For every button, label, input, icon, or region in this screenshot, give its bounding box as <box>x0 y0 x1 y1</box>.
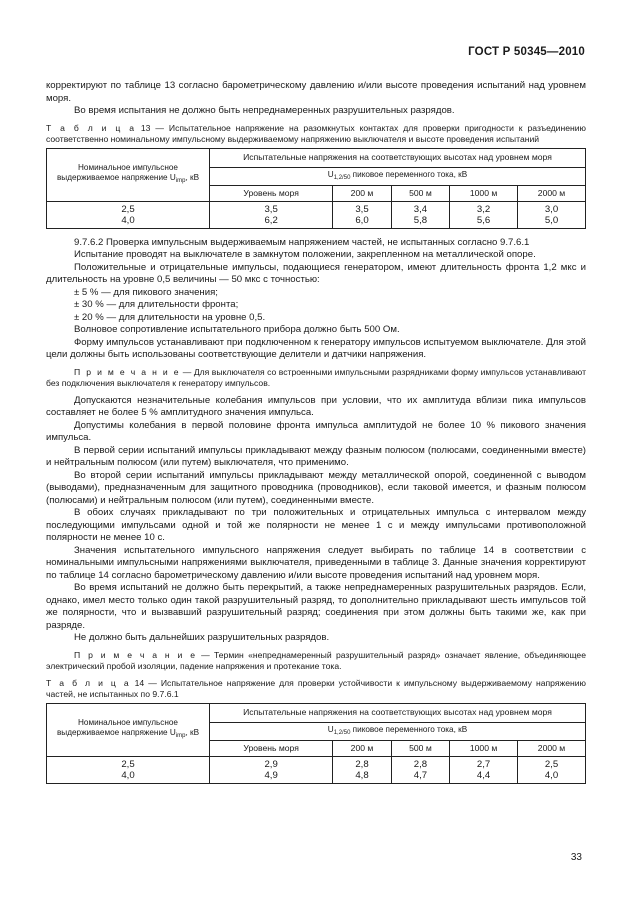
table-header-sub: $U_{1,2/50}$ пиковое переменного тока, кВ <box>210 722 586 741</box>
value-cell: 3,5 6,0 <box>333 201 391 228</box>
paragraph: Не должно быть дальнейших разрушительных разрядов. <box>74 632 330 643</box>
column-header: 2000 м <box>518 741 586 757</box>
table-14 <box>46 703 586 784</box>
value-cell: 3,0 5,0 <box>518 201 586 228</box>
table-13 <box>46 148 586 229</box>
table-header-main: Испытательные напряжения на соответствующих высотах над уровнем моря <box>210 703 586 722</box>
paragraph: корректируют по таблице 13 согласно барометрическому давлению и/или высоте проведения испытаний над уровнем моря. <box>46 80 586 104</box>
column-header: 1000 м <box>450 186 518 202</box>
table-header-main: Испытательные напряжения на соответствующих высотах над уровнем моря <box>210 148 586 167</box>
paragraph: Допускаются незначительные колебания импульсов при условии, что их амплитуда вблизи пика импульсов составляет не более 5 % амплитудного значения импульса. <box>46 394 586 418</box>
column-header: Уровень моря <box>210 741 333 757</box>
column-header: 500 м <box>391 186 449 202</box>
column-header: 500 м <box>391 741 449 757</box>
rating-cell: 2,5 4,0 <box>47 756 210 783</box>
column-header: 200 м <box>333 741 391 757</box>
paragraph: Форму импульсов устанавливают при подключенном к генератору импульсов испытуемом выключателе. Для этой цели должны быть использованы соответствующие делители и датчики напряжения. <box>46 336 586 360</box>
note-text: — Термин «непреднамеренный разрушительный разряд» означает явление, объединяющее электрический пробой изоляции, падение напряжения и протекание тока. <box>46 649 586 671</box>
value-cell: 3,5 6,2 <box>210 201 333 228</box>
paragraph: Во время испытания не должно быть непреднамеренных разрушительных разрядов. <box>74 105 455 116</box>
paragraph: Испытание проводят на выключателе в замкнутом положении, закрепленном на металлической опоре. <box>74 249 536 260</box>
note-label: П р и м е ч а н и е <box>74 649 197 660</box>
list-item: ± 20 % — для длительности на уровне 0,5. <box>74 311 266 323</box>
value-cell: 2,8 4,7 <box>391 756 449 783</box>
column-header: 200 м <box>333 186 391 202</box>
note-text: — Для выключателя со встроенными импульсными разрядниками форму импульсов устанавливают без подключения выключателя к генератору импульсов. <box>46 366 587 388</box>
column-header: Уровень моря <box>210 186 333 202</box>
value-cell: 2,7 4,4 <box>450 756 518 783</box>
table-rowhead: Номинальное импульсное выдерживаемое напряжение $U_{imp}$, кВ <box>47 703 210 756</box>
table-label: Т а б л и ц а <box>46 677 131 688</box>
value-cell: 3,4 5,8 <box>391 201 449 228</box>
table-header-sub: $U_{1,2/50}$ пиковое переменного тока, кВ <box>210 167 586 186</box>
paragraph: Во время испытаний не должно быть перекрытий, а также непреднамеренных разрушительных разрядов. Если, однако, имел место только один такой разрушительный разряд, то дополнительно прикладывают шесть импульсов той же полярности, что и вызвавший разрушительный разряд; соединения при этом должны быть такими же, как при разряде. <box>46 582 586 631</box>
list-item: ± 30 % — для длительности фронта; <box>74 299 239 310</box>
paragraph: Во второй серии испытаний импульсы прикладывают между металлической опорой, соединенной с выводом (выводами), предназначенным для защитного проводника (проводников), если таковой имеется, и фазным полюсом (полюсами) и нейтральным полюсом (или путем), соединенными вместе. <box>46 469 586 506</box>
page-number: 33 <box>570 852 582 863</box>
standard-header: ГОСТ Р 50345—2010 <box>468 46 585 58</box>
page-content <box>46 80 586 792</box>
paragraph: Значения испытательного импульсного напряжения следует выбирать по таблице 14 в соответствии с номинальными импульсными напряжениями выключателя, приведенными в таблице 3. Данные значения корректируют по таблице 14 согласно барометрическому давлению и/или высоте проведения испытаний над уровнем моря. <box>46 544 586 581</box>
paragraph: В первой серии испытаний импульсы прикладывают между фазным полюсом (полюсами, соединенными вместе) и нейтральным полюсом (или путем) выключателя, что применимо. <box>46 444 586 468</box>
note-label: П р и м е ч а н и е <box>74 366 181 377</box>
table-label: Т а б л и ц а <box>46 122 136 133</box>
paragraph: Допустимы колебания в первой половине фронта импульса амплитудой не более 10 % пикового значения импульса. <box>46 419 586 443</box>
table-caption-text: 14 — Испытательное напряжение для проверки устойчивости к импульсному выдерживаемому напряжению частей, не испытанных по 9.7.6.1 <box>46 677 587 699</box>
rating-cell: 2,5 4,0 <box>47 201 210 228</box>
note <box>46 367 586 390</box>
paragraph: Положительные и отрицательные импульсы, подающиеся генератором, имеют длительность фронта 1,2 мкс и длительность на уровне 0,5 величины — 50 мкс с точностью: <box>46 261 586 285</box>
paragraph: В обоих случаях прикладывают по три положительных и отрицательных импульса с интервалом между последующими импульсами одной и той же полярности не менее 1 с и между импульсами противоположной полярности не менее 10 с. <box>46 507 586 543</box>
table-rowhead: Номинальное импульсное выдерживаемое напряжение $U_{imp}$, кВ <box>47 148 210 201</box>
column-header: 1000 м <box>450 741 518 757</box>
paragraph: Волновое сопротивление испытательного прибора должно быть 500 Ом. <box>74 324 400 335</box>
table-caption-text: 13 — Испытательное напряжение на разомкнутых контактах для проверки пригодности к разъединению соответственно номинальному импульсному выдерживаемому напряжению выключателя и высоте проведения испытаний <box>46 122 586 144</box>
note <box>46 650 586 673</box>
table-row <box>47 756 586 783</box>
table-13-caption <box>46 123 586 145</box>
value-cell: 2,9 4,9 <box>210 756 333 783</box>
table-row <box>47 201 586 228</box>
table-14-caption <box>46 678 586 700</box>
column-header: 2000 м <box>518 186 586 202</box>
value-cell: 3,2 5,6 <box>450 201 518 228</box>
value-cell: 2,5 4,0 <box>518 756 586 783</box>
value-cell: 2,8 4,8 <box>333 756 391 783</box>
list-item: ± 5 % — для пикового значения; <box>74 286 218 298</box>
section-heading: 9.7.6.2 Проверка импульсным выдерживаемым напряжением частей, не испытанных согласно 9.7.6.1 <box>74 236 530 248</box>
